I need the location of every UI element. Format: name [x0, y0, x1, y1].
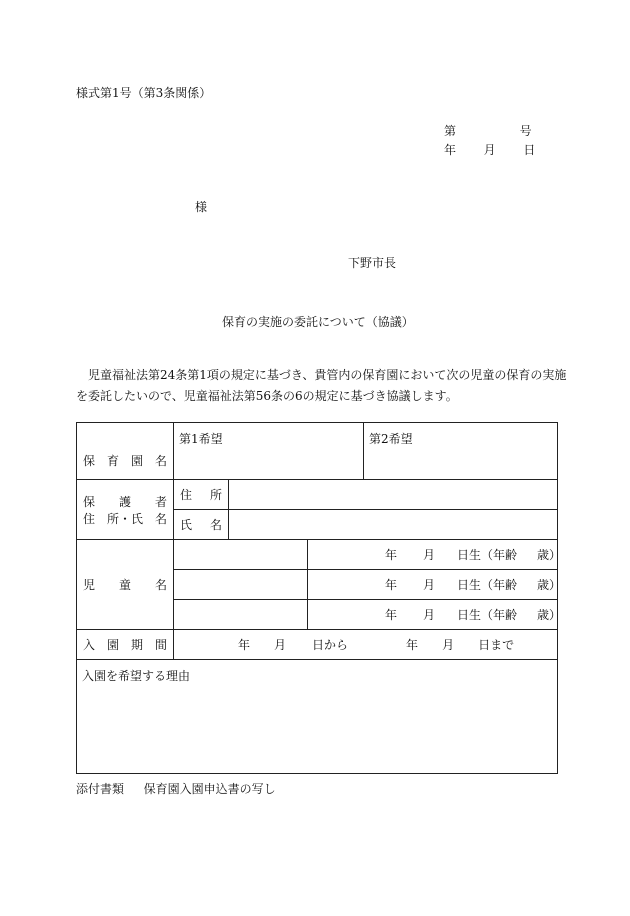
guardian-label-line-2: 住 所・氏 名: [83, 511, 167, 526]
from-month: 月: [274, 638, 287, 652]
name-label-cell: [174, 510, 229, 540]
date-year: 年: [444, 143, 457, 157]
attachment-line: [76, 780, 276, 797]
period-label: 入 園 期 間: [83, 638, 167, 652]
nursery-label: 保 育 園 名: [83, 453, 167, 468]
birth-year: 年: [385, 608, 398, 622]
address-label-cell: [174, 480, 229, 510]
guardian-label-cell: [77, 480, 174, 540]
child-name-cell-2[interactable]: [174, 570, 308, 600]
addressee-suffix: 様: [195, 200, 208, 214]
name-label: 氏 名: [180, 518, 222, 532]
first-choice-label: 第1希望: [179, 432, 223, 446]
birth-month: 月: [423, 578, 436, 592]
birth-age: 歳）: [537, 578, 562, 592]
child-birth-cell-2[interactable]: [308, 570, 562, 600]
to-month: 月: [442, 638, 455, 652]
from-day: 日から: [312, 638, 349, 652]
child-birth-line-1: [308, 546, 562, 563]
child-birth-line-3: [308, 606, 562, 623]
consultation-table: [76, 422, 562, 774]
nursery-label-cell: [77, 423, 174, 480]
period-line: [174, 636, 557, 653]
child-birth-cell-1[interactable]: [308, 540, 562, 570]
guardian-label-line-1: 保 護 者: [83, 494, 167, 509]
address-label: 住 所: [180, 488, 222, 502]
child-label-cell: [77, 540, 174, 630]
birth-month: 月: [423, 608, 436, 622]
child-birth-cell-3[interactable]: [308, 600, 562, 630]
birth-born: 日生（年齢: [457, 608, 518, 622]
birth-age: 歳）: [537, 548, 562, 562]
birth-year: 年: [385, 578, 398, 592]
birth-year: 年: [385, 548, 398, 562]
number-prefix: 第: [444, 124, 457, 138]
reason-label: 入園を希望する理由: [82, 669, 191, 683]
document-title: 保育の実施の委託について（協議）: [222, 315, 414, 329]
attachment-label: 添付書類: [76, 782, 125, 796]
address-value-cell[interactable]: [229, 480, 558, 510]
form-number-label: 様式第1号（第3条関係）: [76, 86, 212, 100]
date-month: 月: [483, 143, 496, 157]
to-year: 年: [406, 638, 419, 652]
document-number-line: [444, 122, 532, 139]
reason-cell[interactable]: [77, 660, 558, 774]
period-value-cell[interactable]: [174, 630, 558, 660]
second-choice-cell[interactable]: [364, 423, 558, 480]
birth-born: 日生（年齢: [457, 548, 518, 562]
name-value-cell[interactable]: [229, 510, 558, 540]
first-choice-cell[interactable]: [174, 423, 364, 480]
child-name-cell-1[interactable]: [174, 540, 308, 570]
child-label: 児 童 名: [83, 578, 167, 592]
sender-name: 下野市長: [348, 256, 397, 270]
birth-month: 月: [423, 548, 436, 562]
body-text-line-1: 児童福祉法第24条第1項の規定に基づき、貴管内の保育園において次の児童の保育の実施: [88, 368, 567, 382]
nursery-label-char: 保: [83, 453, 96, 468]
child-birth-line-2: [308, 576, 562, 593]
second-choice-label: 第2希望: [369, 432, 413, 446]
body-text-line-2: を委託したいので、児童福祉法第56条の6の規定に基づき協議します。: [76, 389, 458, 403]
date-day: 日: [523, 143, 536, 157]
child-name-cell-3[interactable]: [174, 600, 308, 630]
attachment-value: 保育園入園申込書の写し: [143, 782, 276, 796]
birth-born: 日生（年齢: [457, 578, 518, 592]
birth-age: 歳）: [537, 608, 562, 622]
document-date-line: [444, 141, 535, 158]
period-label-cell: [77, 630, 174, 660]
from-year: 年: [238, 638, 251, 652]
to-day: 日まで: [478, 638, 515, 652]
number-suffix: 号: [519, 124, 532, 138]
